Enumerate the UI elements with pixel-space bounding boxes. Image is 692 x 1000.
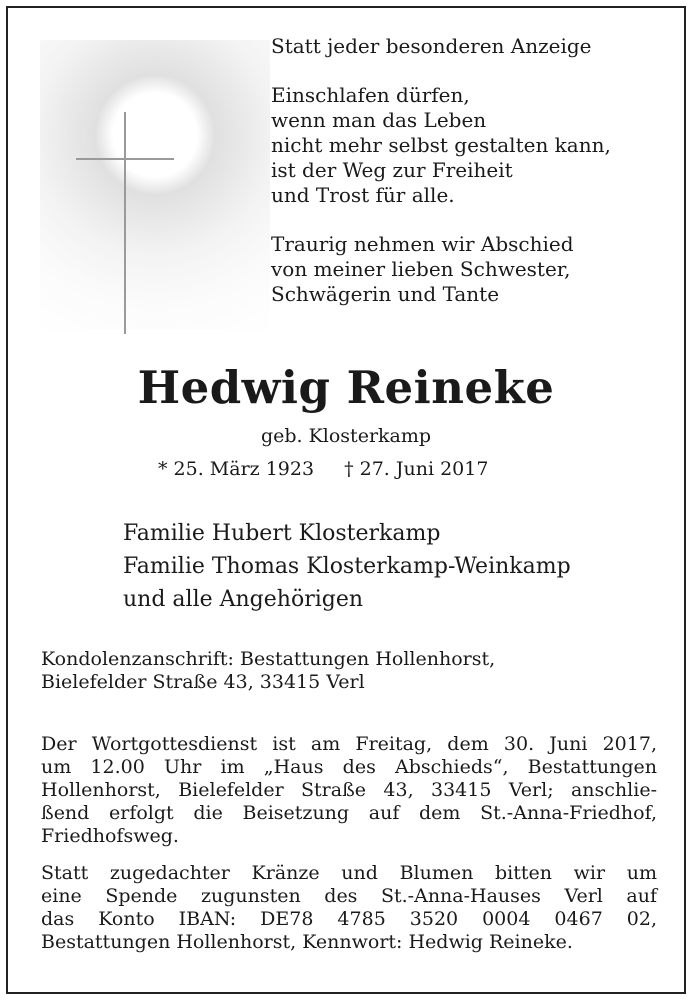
poem-line: ist der Weg zur Freiheit	[271, 158, 513, 182]
light-glow-image	[40, 40, 270, 330]
family-line: Familie Hubert Klosterkamp	[123, 521, 441, 546]
donation-info	[41, 862, 657, 954]
top-text	[271, 34, 611, 307]
birth-date: * 25. März 1923	[158, 458, 315, 480]
service-line: um 12.00 Uhr im „Haus des Abschieds“, Bestattungen	[41, 756, 657, 778]
farewell-line: Traurig nehmen wir Abschied	[271, 232, 574, 256]
farewell-line: von meiner lieben Schwester,	[271, 257, 571, 281]
farewell-text	[271, 232, 611, 307]
cross-icon-bar	[76, 158, 174, 160]
cross-icon	[124, 112, 126, 334]
poem-line: nicht mehr selbst gestalten kann,	[271, 133, 611, 157]
poem	[271, 83, 611, 208]
birth-name: geb. Klosterkamp	[260, 425, 432, 447]
poem-line: Einschlafen dürfen,	[271, 83, 470, 107]
poem-line: wenn man das Leben	[271, 108, 487, 132]
condolence-line: Kondolenzanschrift: Bestattungen Hollenhorst,	[41, 648, 496, 670]
poem-line: und Trost für alle.	[271, 183, 455, 207]
intro-line: Statt jeder besonderen Anzeige	[271, 34, 592, 58]
service-line: Der Wortgottesdienst ist am Freitag, dem 30. Juni 2017,	[41, 733, 657, 755]
family-signature	[123, 517, 571, 616]
donation-line: eine Spende zugunsten des St.-Anna-Hauses Verl auf	[41, 885, 657, 907]
donation-line: Bestattungen Hollenhorst, Kennwort: Hedwig Reineke.	[41, 931, 573, 953]
death-date: † 27. Juni 2017	[344, 458, 489, 480]
service-line: Hollenhorst, Bielefelder Straße 43, 33415 Verl; anschlie-	[41, 779, 657, 801]
service-line: Friedhofsweg.	[41, 825, 179, 847]
farewell-line: Schwägerin und Tante	[271, 282, 500, 306]
life-dates	[158, 456, 488, 482]
family-line: Familie Thomas Klosterkamp-Weinkamp	[123, 554, 571, 579]
service-info	[41, 733, 657, 848]
donation-line: Statt zugedachter Kränze und Blumen bitten wir um	[41, 862, 657, 884]
condolence-address	[41, 648, 657, 694]
donation-line: das Konto IBAN: DE78 4785 3520 0004 0467 02,	[41, 908, 657, 930]
condolence-line: Bielefelder Straße 43, 33415 Verl	[41, 671, 365, 693]
deceased-name: Hedwig Reineke	[137, 361, 555, 414]
family-line: und alle Angehörigen	[123, 587, 364, 612]
service-line: ßend erfolgt die Beisetzung auf dem St.-Anna-Friedhof,	[41, 802, 657, 824]
